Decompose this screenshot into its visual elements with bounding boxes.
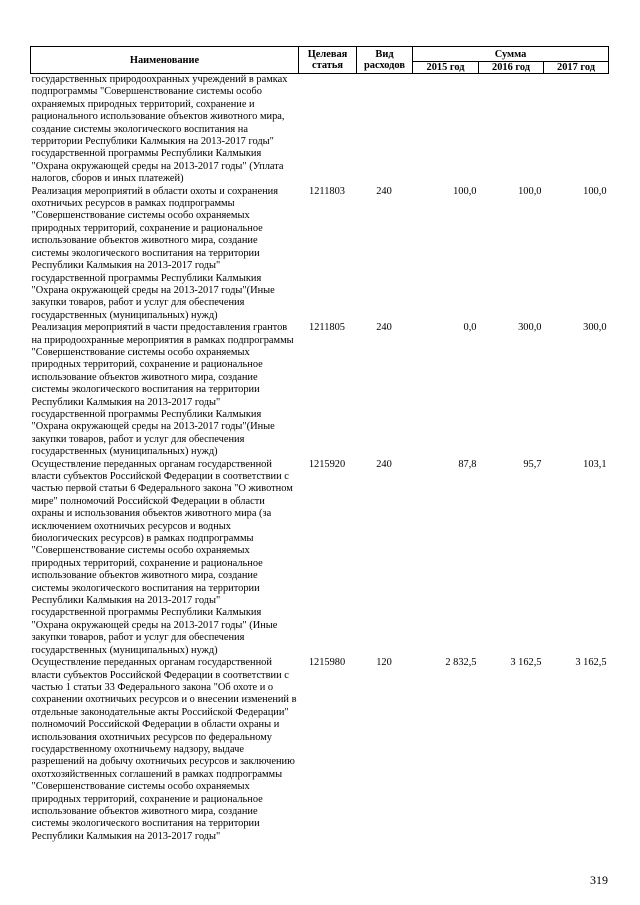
row-sum-2015: 100,0 xyxy=(453,185,477,197)
row-sum-2017: 100,0 xyxy=(583,185,607,197)
row-sum-2016: 95,7 xyxy=(523,458,542,470)
page-number: 319 xyxy=(590,873,608,887)
budget-table xyxy=(30,46,609,843)
row-target-article: 1215920 xyxy=(308,458,346,470)
row-sum-2017: 3 162,5 xyxy=(575,657,607,669)
row-name: Осуществление переданных органам государственной власти субъектов Российской Федерации в соответствии с частью 1 статьи 33 Федерального закона "Об охоте и о сохранении охотничьих ресурсов и о внесении изменений в отдельные законодательные акты Российской Федерации" полномочий Российской Федерации в области охраны и использования охотничьих ресурсов по федеральному государственному охотничьему надзору, выдаче разрешений на добычу охотничьих ресурсов и заключению охотхозяйственных соглашений в рамках подпрограммы "Совершенствование системы особо охраняемых природных территорий, сохранение и рациональное использование объектов животного мира, создание системы экологического воспитания на территории Республики Калмыкия на 2013-2017 годы" xyxy=(31,657,297,842)
row-sum-2015: 0,0 xyxy=(463,322,477,334)
row-sum-2016 xyxy=(479,74,544,186)
table-row xyxy=(31,322,609,458)
row-sum-2016: 100,0 xyxy=(518,185,542,197)
row-name: Осуществление переданных органам государственной власти субъектов Российской Федерации в соответствии с частью первой статьи 6 Федерального закона "О животном мире" полномочий Российской Федерации в области охраны и использования объектов животного мира (за исключением охотничьих ресурсов и водных биологических ресурсов) в рамках подпрограммы "Совершенствование системы особо охраняемых природных территорий, сохранение и рациональное использование объектов животного мира, создание системы экологического воспитания на территории Республики Калмыкия на 2013-2017 годы" государственной программы Республики Калмыкия "Охрана окружающей среды на 2013-2017 годы" (Иные закупки товаров, работ и услуг для обеспечения государственных (муниципальных) нужд) xyxy=(31,458,293,656)
row-name: государственных природоохранных учреждений в рамках подпрограммы "Совершенствование системы особо охраняемых природных территорий, сохранение и рационального использование объектов животного мира, создание системы экологического воспитания на территории Республики Калмыкия на 2013-2017 годы" государственной программы Республики Калмыкия "Охрана окружающей среды на 2013-2017 годы" (Уплата налогов, сборов и иных платежей) xyxy=(31,74,288,185)
row-target-article: 1211805 xyxy=(309,322,345,334)
row-target-article xyxy=(299,74,357,186)
row-sum-2015: 2 832,5 xyxy=(445,657,477,669)
row-target-article: 1211803 xyxy=(309,185,345,197)
row-sum-2016: 3 162,5 xyxy=(510,657,542,669)
header-name: Наименование xyxy=(31,47,299,74)
row-sum-2017: 103,1 xyxy=(583,458,607,470)
row-expense-type: 240 xyxy=(376,458,392,470)
table-row xyxy=(31,74,609,186)
table-header xyxy=(31,47,609,74)
row-sum-2016: 300,0 xyxy=(518,322,542,334)
header-target-article: Целевая статья xyxy=(299,47,357,74)
header-year-2017: 2017 год xyxy=(544,62,609,74)
table-row xyxy=(31,459,609,658)
table-row xyxy=(31,186,609,322)
row-expense-type xyxy=(357,74,413,186)
row-name: Реализация мероприятий в части предоставления грантов на природоохранные мероприятия в рамках подпрограммы "Совершенствование системы особо охраняемых природных территорий, сохранение и рациональное использование объектов животного мира, создание системы экологического воспитания на территории Республики Калмыкия на 2013-2017 годы" государственной программы Республики Калмыкия "Охрана окружающей среды на 2013-2017 годы"(Иные закупки товаров, работ и услуг для обеспечения государственных (муниципальных) нужд) xyxy=(31,322,294,458)
header-sum: Сумма xyxy=(413,47,609,62)
row-expense-type: 240 xyxy=(376,185,392,197)
row-sum-2017: 300,0 xyxy=(583,322,607,334)
header-year-2015: 2015 год xyxy=(413,62,479,74)
row-expense-type: 120 xyxy=(376,657,392,669)
header-year-2016: 2016 год xyxy=(479,62,544,74)
row-name: Реализация мероприятий в области охоты и сохранения охотничьих ресурсов в рамках подпрограммы "Совершенствование системы особо охраняемых природных территорий, сохранение и рациональное использование объектов животного мира, создание системы экологического воспитания на территории Республики Калмыкия на 2013-2017 годы" государственной программы Республики Калмыкия "Охрана окружающей среды на 2013-2017 годы"(Иные закупки товаров, работ и услуг для обеспечения государственных (муниципальных) нужд) xyxy=(31,185,279,321)
row-sum-2015 xyxy=(413,74,479,186)
row-sum-2015: 87,8 xyxy=(458,458,477,470)
row-expense-type: 240 xyxy=(376,322,392,334)
table-row xyxy=(31,657,609,843)
row-target-article: 1215980 xyxy=(308,657,346,669)
row-sum-2017 xyxy=(544,74,609,186)
budget-document xyxy=(30,46,608,843)
header-expense-type: Вид расходов xyxy=(357,47,413,74)
